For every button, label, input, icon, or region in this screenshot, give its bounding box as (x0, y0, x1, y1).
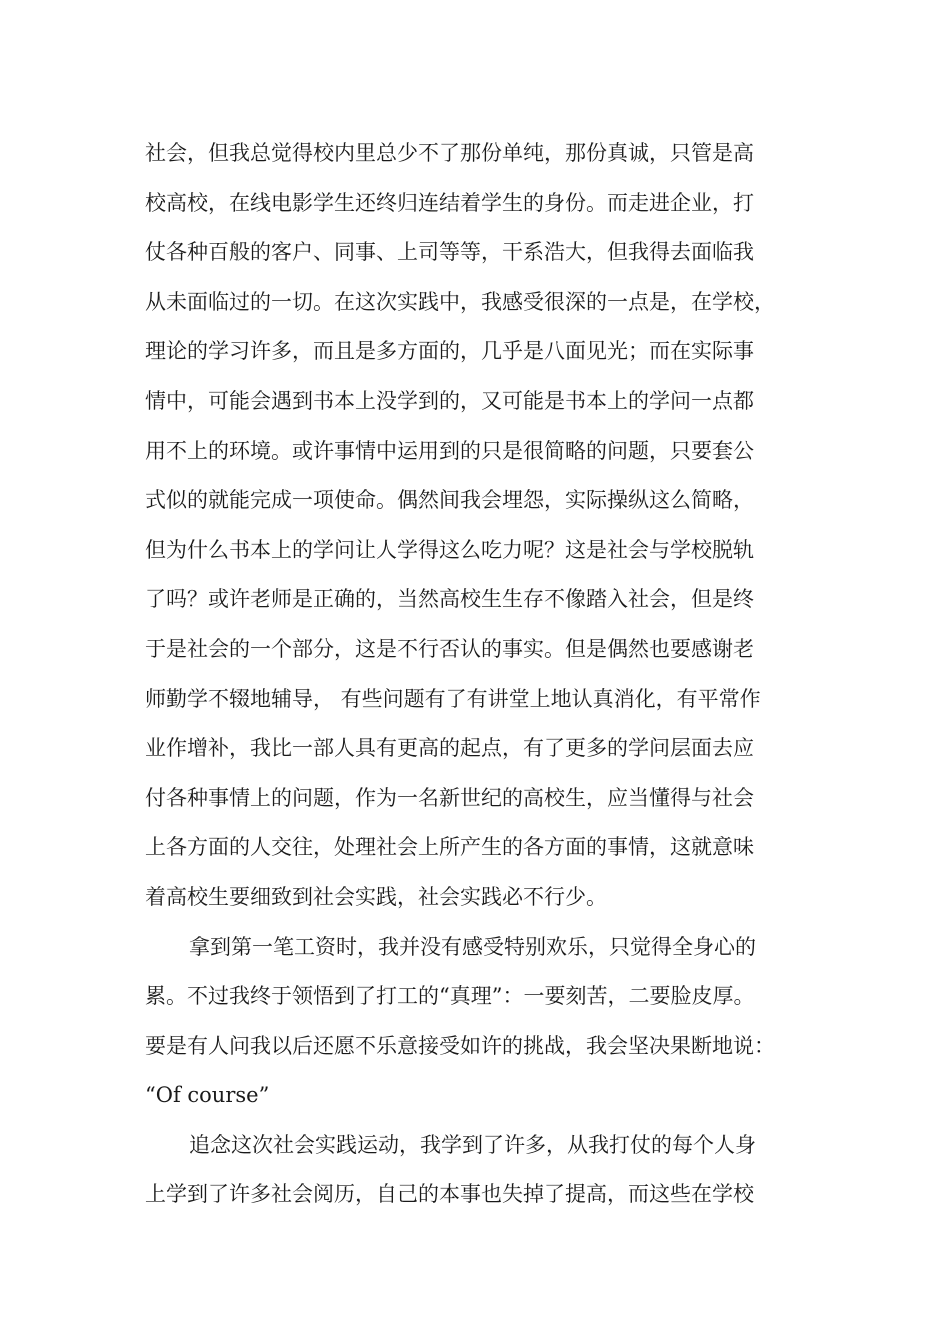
text-line: 理论的学习许多，而且是多方面的，几乎是八面见光；而在实际事 (145, 339, 754, 364)
text-line: 从未面临过的一切。在这次实践中，我感受很深的一点是，在学校， (145, 289, 775, 314)
paragraph-first-line: 追念这次社会实践运动，我学到了许多，从我打仗的每个人身 (189, 1132, 756, 1157)
text-line: 于是社会的一个部分，这是不行否认的事实。但是偶然也要感谢老 (145, 636, 754, 661)
text-line: 要是有人问我以后还愿不乐意接受如许的挑战，我会坚决果断地说： (145, 1033, 775, 1058)
text-line: 仗各种百般的客户、同事、上司等等，干系浩大，但我得去面临我 (145, 240, 754, 265)
text-line: 付各种事情上的问题，作为一名新世纪的高校生，应当懂得与社会 (145, 785, 754, 810)
text-line: 用不上的环境。或许事情中运用到的只是很简略的问题，只要套公 (145, 438, 754, 463)
text-line: 情中，可能会遇到书本上没学到的，又可能是书本上的学问一点都 (145, 388, 754, 413)
text-line: 但为什么书本上的学问让人学得这么吃力呢？这是社会与学校脱轨 (145, 537, 754, 562)
text-line: 校高校，在线电影学生还终归连结着学生的身份。而走进企业，打 (145, 190, 754, 215)
text-line: “Of course” (145, 1083, 270, 1108)
paragraph-first-line: 拿到第一笔工资时，我并没有感受特别欢乐，只觉得全身心的 (189, 934, 756, 959)
text-line: 累。不过我终于领悟到了打工的“真理”：一要刻苦，二要脸皮厚。 (145, 984, 755, 1009)
text-line: 业作增补，我比一部人具有更高的起点，有了更多的学问层面去应 (145, 736, 754, 761)
text-line: 社会，但我总觉得校内里总少不了那份单纯，那份真诚，只管是高 (145, 141, 754, 165)
text-line: 上学到了许多社会阅历，自己的本事也失掉了提高，而这些在学校 (145, 1182, 754, 1207)
text-line: 着高校生要细致到社会实践，社会实践必不行少。 (145, 884, 607, 909)
text-line: 师勤学不辍地辅导， 有些问题有了有讲堂上地认真消化，有平常作 (145, 686, 761, 711)
body-text (145, 129, 845, 1220)
text-line: 式似的就能完成一项使命。偶然间我会埋怨，实际操纵这么简略， (145, 488, 754, 513)
text-line: 上各方面的人交往，处理社会上所产生的各方面的事情，这就意味 (145, 835, 754, 860)
text-line: 了吗？或许老师是正确的，当然高校生生存不像踏入社会，但是终 (145, 587, 754, 612)
